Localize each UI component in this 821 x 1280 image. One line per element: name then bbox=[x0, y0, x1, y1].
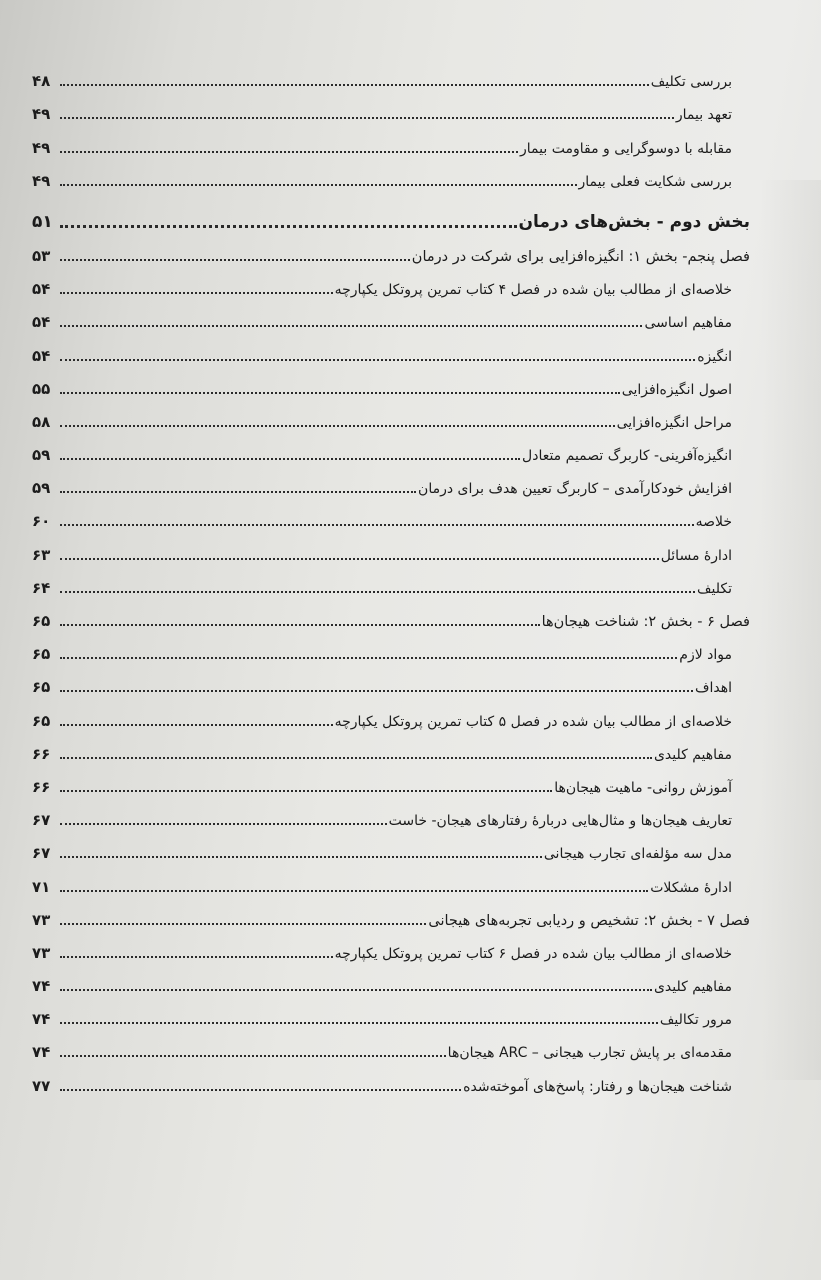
toc-entry-title: فصل ۷ - بخش ۲: تشخیص و ردیابی تجربه‌های هیجانی bbox=[428, 912, 750, 929]
toc-page-number: ۶۵ bbox=[32, 645, 51, 664]
toc-entry-title: اهداف bbox=[694, 680, 732, 697]
toc-entry-title: مفاهیم کلیدی bbox=[653, 746, 732, 763]
toc-page-number: ۷۱ bbox=[32, 877, 51, 896]
toc-entry-title: اصول انگیزه‌افزایی bbox=[621, 381, 732, 398]
dot-leader bbox=[60, 325, 642, 327]
toc-entry bbox=[32, 699, 750, 732]
toc-page-number: ۵۴ bbox=[32, 280, 51, 299]
toc-entry bbox=[32, 268, 750, 301]
toc-entry bbox=[32, 301, 750, 334]
toc-page-number: ۴۸ bbox=[32, 72, 51, 91]
toc-entry bbox=[32, 126, 750, 159]
toc-entry bbox=[32, 567, 750, 600]
toc-entry-title: مواد لازم bbox=[679, 647, 732, 664]
toc-page-number: ۵۳ bbox=[32, 246, 51, 265]
toc-page-number: ۴۹ bbox=[32, 138, 51, 157]
dot-leader bbox=[60, 1022, 658, 1024]
toc-entry bbox=[32, 766, 750, 799]
toc-entry bbox=[32, 998, 750, 1031]
toc-chapter-entry bbox=[32, 235, 750, 268]
toc-page-number: ۶۶ bbox=[32, 777, 51, 796]
dot-leader bbox=[60, 491, 416, 493]
dot-leader bbox=[60, 184, 577, 186]
dot-leader bbox=[60, 425, 615, 427]
toc-entry bbox=[32, 633, 750, 666]
table-of-contents bbox=[32, 60, 750, 1098]
toc-entry-title: آموزش روانی- ماهیت هیجان‌ها bbox=[554, 779, 732, 796]
toc-entry-title: تعاریف هیجان‌ها و مثال‌هایی دربارهٔ رفتارهای هیجان- خاست bbox=[388, 813, 732, 830]
dot-leader bbox=[60, 724, 333, 726]
toc-page-number: ۵۴ bbox=[32, 346, 51, 365]
toc-entry-title: انگیزه‌آفرینی- کاربرگ تصمیم متعادل bbox=[522, 448, 732, 465]
dot-leader bbox=[60, 890, 648, 892]
dot-leader bbox=[60, 225, 517, 228]
toc-page-number: ۶۵ bbox=[32, 612, 51, 630]
dot-leader bbox=[60, 856, 542, 858]
toc-page-number: ۶۰ bbox=[32, 512, 51, 531]
toc-entry-title: مراحل انگیزه‌افزایی bbox=[616, 414, 732, 431]
toc-entry bbox=[32, 733, 750, 766]
toc-entry bbox=[32, 533, 750, 566]
toc-page-number: ۷۷ bbox=[32, 1076, 51, 1095]
toc-entry-title: خلاصه‌ای از مطالب بیان شده در فصل ۶ کتاب تمرین پروتکل یکپارچه bbox=[334, 945, 732, 962]
dot-leader bbox=[60, 392, 620, 394]
toc-entry-title: مفاهیم کلیدی bbox=[653, 979, 732, 996]
toc-page-number: ۵۴ bbox=[32, 313, 51, 332]
toc-page-number: ۴۹ bbox=[32, 171, 51, 190]
toc-page-number: ۵۹ bbox=[32, 479, 51, 498]
toc-entry bbox=[32, 500, 750, 533]
toc-entry-title: مقدمه‌ای بر پایش تجارب هیجانی – ARC هیجان‌ها bbox=[447, 1045, 732, 1062]
toc-entry bbox=[32, 93, 750, 126]
toc-page-number: ۶۵ bbox=[32, 711, 51, 730]
toc-entry-title: بررسی تکلیف bbox=[650, 74, 732, 91]
toc-entry bbox=[32, 1031, 750, 1064]
dot-leader bbox=[60, 84, 649, 86]
toc-entry-title: خلاصه‌ای از مطالب بیان شده در فصل ۴ کتاب تمرین پروتکل یکپارچه bbox=[334, 282, 732, 299]
dot-leader bbox=[60, 757, 652, 759]
toc-entry-title: مدل سه مؤلفه‌ای تجارب هیجانی bbox=[543, 846, 732, 863]
toc-page-number: ۶۴ bbox=[32, 578, 51, 597]
toc-entry-title: فصل پنجم- بخش ۱: انگیزه‌افزایی برای شرکت در درمان bbox=[411, 248, 750, 265]
toc-entry-title: تکلیف bbox=[697, 580, 732, 597]
dot-leader bbox=[60, 823, 387, 825]
toc-entry bbox=[32, 334, 750, 367]
toc-entry-title: افزایش خودکارآمدی – کاربرگ تعیین هدف برای درمان bbox=[418, 481, 732, 498]
toc-entry bbox=[32, 965, 750, 998]
dot-leader bbox=[60, 657, 677, 659]
toc-entry-title: ادارهٔ مسائل bbox=[660, 547, 732, 564]
toc-entry-title: بررسی شکایت فعلی بیمار bbox=[578, 173, 732, 190]
toc-entry bbox=[32, 865, 750, 898]
toc-part-entry bbox=[32, 193, 750, 235]
toc-entry-title: مرور تکالیف bbox=[659, 1012, 732, 1029]
toc-entry bbox=[32, 1064, 750, 1097]
toc-page-number: ۷۴ bbox=[32, 1043, 51, 1062]
toc-page-number: ۵۱ bbox=[32, 211, 53, 232]
toc-page-number: ۶۷ bbox=[32, 844, 51, 863]
dot-leader bbox=[60, 1089, 461, 1091]
toc-page-number: ۷۴ bbox=[32, 1010, 51, 1029]
toc-chapter-entry bbox=[32, 899, 750, 932]
toc-entry bbox=[32, 467, 750, 500]
dot-leader bbox=[60, 591, 695, 593]
dot-leader bbox=[60, 923, 426, 925]
toc-page-number: ۵۹ bbox=[32, 446, 51, 465]
toc-entry-title: ادارهٔ مشکلات bbox=[650, 879, 732, 896]
page-shadow bbox=[761, 180, 821, 1080]
toc-page-number: ۶۳ bbox=[32, 545, 51, 564]
toc-chapter-entry bbox=[32, 600, 750, 633]
toc-entry bbox=[32, 60, 750, 93]
toc-page-number: ۶۵ bbox=[32, 678, 51, 697]
toc-page-number: ۴۹ bbox=[32, 105, 51, 124]
toc-page-number: ۷۳ bbox=[32, 910, 51, 929]
toc-entry-title: تعهد بیمار bbox=[675, 107, 732, 124]
toc-entry-title: خلاصه bbox=[695, 514, 732, 531]
dot-leader bbox=[60, 690, 693, 692]
toc-entry-title: انگیزه bbox=[697, 348, 732, 365]
dot-leader bbox=[60, 151, 518, 153]
dot-leader bbox=[60, 989, 652, 991]
dot-leader bbox=[60, 259, 410, 261]
toc-page-number: ۶۷ bbox=[32, 811, 51, 830]
toc-entry bbox=[32, 666, 750, 699]
toc-page-number: ۵۸ bbox=[32, 412, 51, 431]
toc-entry-title: مفاهیم اساسی bbox=[644, 315, 732, 332]
toc-entry bbox=[32, 401, 750, 434]
toc-entry bbox=[32, 368, 750, 401]
toc-entry bbox=[32, 832, 750, 865]
dot-leader bbox=[60, 458, 520, 460]
dot-leader bbox=[60, 292, 333, 294]
dot-leader bbox=[60, 624, 540, 626]
toc-page-number: ۷۴ bbox=[32, 977, 51, 996]
toc-entry bbox=[32, 799, 750, 832]
toc-entry-title: فصل ۶ - بخش ۲: شناخت هیجان‌ها bbox=[541, 614, 750, 630]
dot-leader bbox=[60, 117, 674, 119]
toc-entry-title: خلاصه‌ای از مطالب بیان شده در فصل ۵ کتاب تمرین پروتکل یکپارچه bbox=[334, 713, 732, 730]
toc-entry bbox=[32, 160, 750, 193]
dot-leader bbox=[60, 1055, 446, 1057]
toc-entry-title: شناخت هیجان‌ها و رفتار: پاسخ‌های آموخته‌شده bbox=[463, 1078, 732, 1095]
toc-page-number: ۷۳ bbox=[32, 943, 51, 962]
toc-page-number: ۵۵ bbox=[32, 379, 51, 398]
dot-leader bbox=[60, 956, 333, 958]
dot-leader bbox=[60, 558, 659, 560]
toc-entry bbox=[32, 932, 750, 965]
toc-page-number: ۶۶ bbox=[32, 744, 51, 763]
dot-leader bbox=[60, 790, 552, 792]
toc-entry bbox=[32, 434, 750, 467]
toc-entry-title: بخش دوم - بخش‌های درمان bbox=[518, 211, 750, 232]
dot-leader bbox=[60, 359, 695, 361]
dot-leader bbox=[60, 524, 694, 526]
toc-entry-title: مقابله با دوسوگرایی و مقاومت بیمار bbox=[520, 140, 732, 157]
